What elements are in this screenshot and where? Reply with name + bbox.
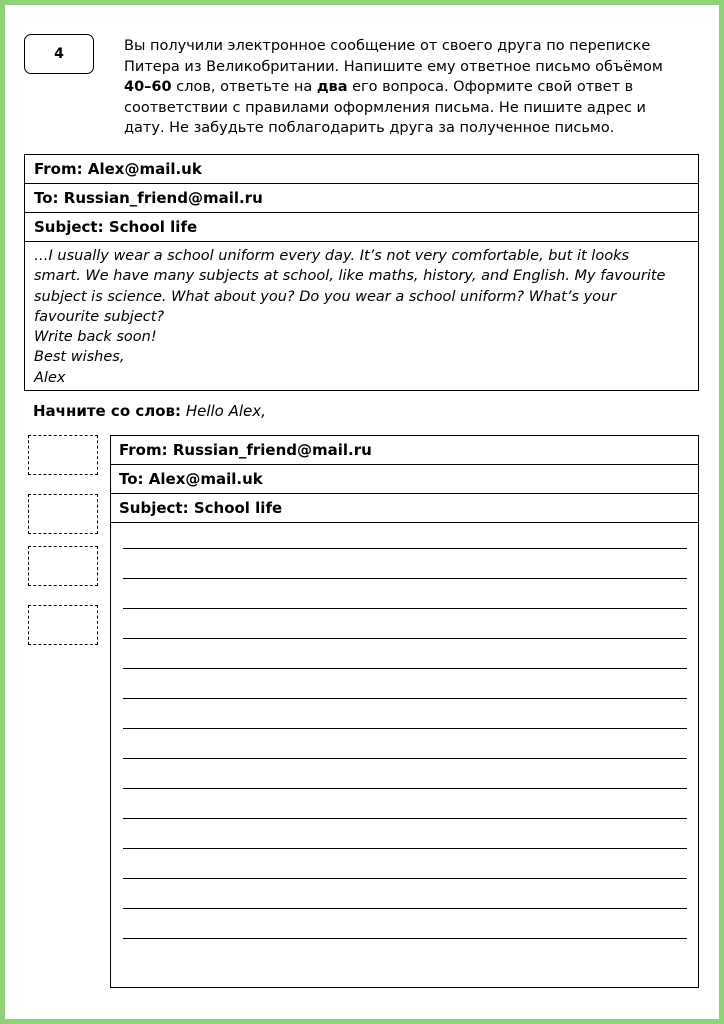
answer-line[interactable] <box>123 728 687 729</box>
task-number-badge <box>24 34 94 74</box>
answer-line[interactable] <box>123 848 687 849</box>
answer-line[interactable] <box>123 608 687 609</box>
answer-line[interactable] <box>123 818 687 819</box>
reply-from: From: Russian_friend@mail.ru <box>111 436 698 465</box>
reply-to: To: Alex@mail.uk <box>111 465 698 494</box>
instruction-part2: слов, ответьте на <box>171 79 317 95</box>
body-line: smart. We have many subjects at school, like maths, history, and English. My favourite <box>34 268 666 285</box>
reply-email <box>110 435 699 988</box>
answer-line[interactable] <box>123 878 687 879</box>
start-with-label: Начните со слов: <box>33 402 182 420</box>
instruction-answer-count: два <box>316 79 348 95</box>
incoming-to: To: Russian_friend@mail.ru <box>25 184 698 213</box>
instruction-word-count: 40–60 <box>124 79 172 95</box>
score-box-1 <box>28 435 98 475</box>
body-line: favourite subject? <box>34 308 165 325</box>
reply-subject: Subject: School life <box>111 494 698 523</box>
start-with-hint <box>33 402 266 420</box>
instruction-part1: Вы получили электронное сообщение от своего друга по переписке Питера из Великобритании. Напишите ему ответное письмо объёмом <box>124 38 663 75</box>
body-line: Best wishes, <box>34 349 125 366</box>
incoming-from: From: Alex@mail.uk <box>25 155 698 184</box>
score-box-4 <box>28 605 98 645</box>
body-line: subject is science. What about you? Do you wear a school uniform? What’s your <box>34 288 617 305</box>
start-with-value: Hello Alex, <box>185 402 266 420</box>
task-number: 4 <box>54 46 64 62</box>
body-line: Alex <box>34 369 66 386</box>
incoming-subject: Subject: School life <box>25 213 698 242</box>
answer-line[interactable] <box>123 578 687 579</box>
answer-line[interactable] <box>123 638 687 639</box>
score-box-2 <box>28 494 98 534</box>
answer-line[interactable] <box>123 938 687 939</box>
answer-line[interactable] <box>123 908 687 909</box>
answer-line[interactable] <box>123 548 687 549</box>
task-instruction <box>124 36 684 139</box>
score-box-3 <box>28 546 98 586</box>
answer-line[interactable] <box>123 668 687 669</box>
answer-line[interactable] <box>123 788 687 789</box>
incoming-email <box>24 154 699 391</box>
body-line: …I usually wear a school uniform every day. It’s not very comfortable, but it looks <box>34 248 630 264</box>
answer-line[interactable] <box>123 758 687 759</box>
answer-line[interactable] <box>123 698 687 699</box>
incoming-body <box>25 242 698 390</box>
instruction-part3: его вопроса. Оформите свой ответ в соответствии с правилами оформления письма. Не пишите адрес и дату. Не забудьте поблагодарить друга за полученное письмо. <box>124 79 646 136</box>
body-line: Write back soon! <box>34 329 157 346</box>
